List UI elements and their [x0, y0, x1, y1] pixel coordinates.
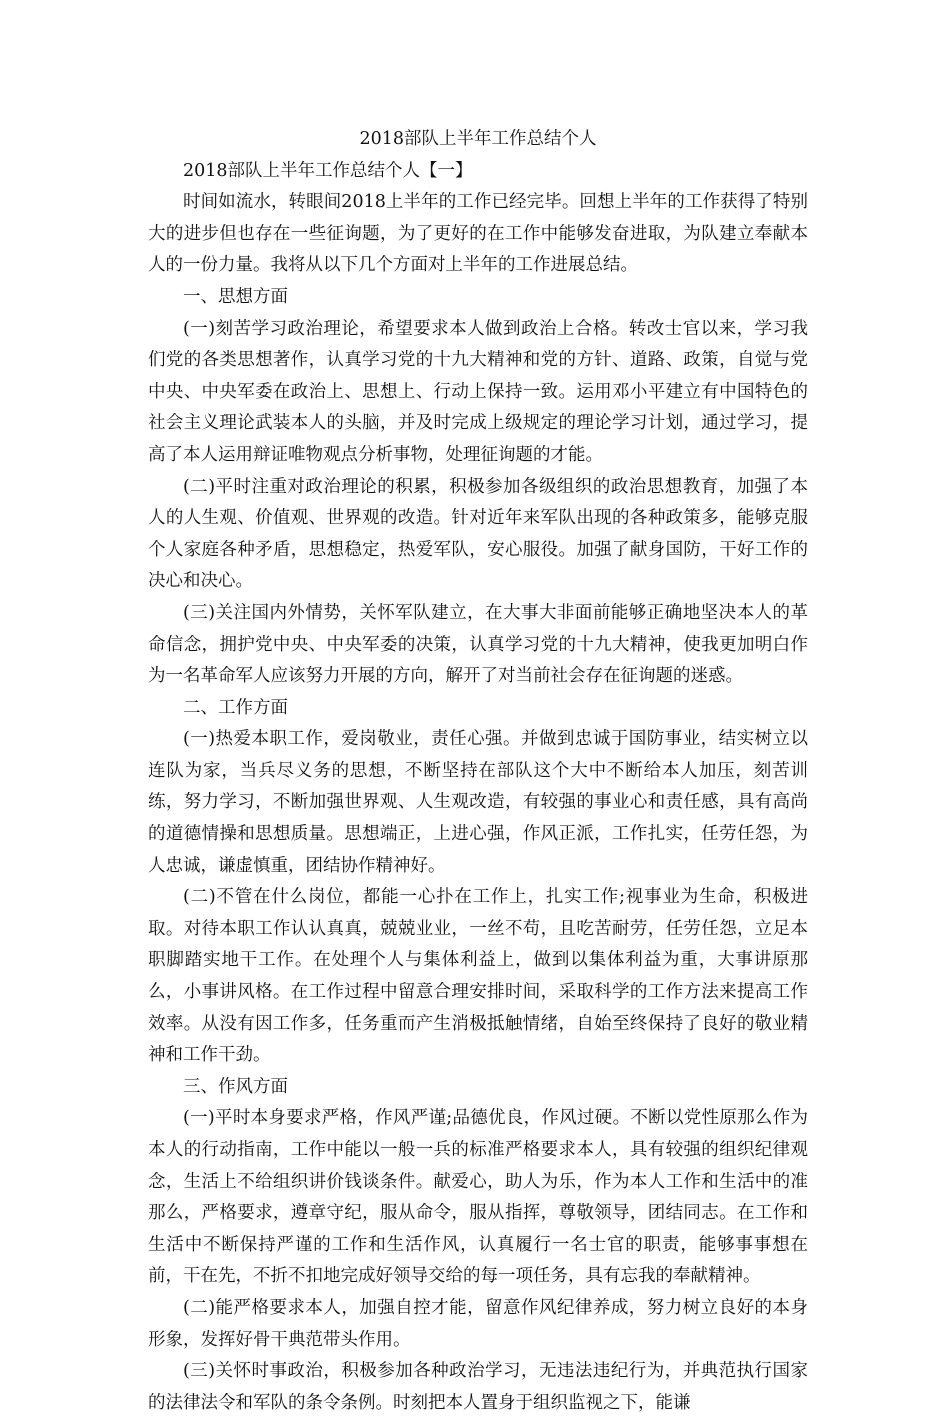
- body-paragraph: (一)平时本身要求严格，作风严谨;品德优良，作风过硬。不断以党性原那么作为本人的行动指南，工作中能以一般一兵的标准严格要求本人，具有较强的组织纪律观念，生活上不给组织讲价钱谈条件。献爱心，助人为乐，作为本人工作和生活中的准那么，严格要求，遵章守纪，服从命令，服从指挥，尊敬领导，团结同志。在工作和生活中不断保持严谨的工作和生活作风，认真履行一名士官的职责，能够事事想在前，干在先，不折不扣地完成好领导交给的每一项任务，具有忘我的奉献精神。: [148, 1108, 808, 1287]
- body-paragraph: (二)能严格要求本人，加强自控才能，留意作风纪律养成，努力树立良好的本身形象，发挥好骨干典范带头作用。: [148, 1297, 808, 1350]
- section-heading-work: 二、工作方面: [183, 697, 288, 718]
- body-paragraph: 时间如流水，转眼间2018上半年的工作已经完毕。回想上半年的工作获得了特别大的进步但也存在一些征询题，为了更好的在工作中能够发奋进取，为队建立奉献本人的一份力量。我将从以下几个方面对上半年的工作进展总结。: [148, 192, 808, 276]
- section-heading-part-one: 2018部队上半年工作总结个人【一】: [183, 160, 473, 181]
- body-paragraph: (三)关注国内外情势，关怀军队建立，在大事大非面前能够正确地坚决本人的革命信念，拥护党中央、中央军委的决策，认真学习党的十九大精神，使我更加明白作为一名革命军人应该努力开展的方向，解开了对当前社会存在征询题的迷惑。: [148, 602, 808, 687]
- document-title: 2018部队上半年工作总结个人: [359, 129, 597, 149]
- section-heading-style: 三、作风方面: [183, 1076, 288, 1097]
- document-page: [148, 124, 808, 1419]
- body-paragraph: (一)刻苦学习政治理论，希望要求本人做到政治上合格。转改士官以来，学习我们党的各类思想著作，认真学习党的十九大精神和党的方针、道路、政策，自觉与党中央、中央军委在政治上、思想上、行动上保持一致。运用邓小平建立有中国特色的社会主义理论武装本人的头脑，并及时完成上级规定的理论学习计划，通过学习，提高了本人运用辩证唯物观点分析事物，处理征询题的才能。: [148, 318, 808, 465]
- body-paragraph: (二)平时注重对政治理论的积累，积极参加各级组织的政治思想教育，加强了本人的人生观、价值观、世界观的改造。针对近年来军队出现的各种政策多，能够克服个人家庭各种矛盾，思想稳定，热爱军队，安心服役。加强了献身国防，干好工作的决心和决心。: [148, 476, 808, 592]
- body-paragraph: (二)不管在什么岗位，都能一心扑在工作上，扎实工作;视事业为生命，积极进取。对待本职工作认认真真，兢兢业业，一丝不苟，且吃苦耐劳，任劳任怨，立足本职脚踏实地干工作。在处理个人与集体利益上，做到以集体利益为重，大事讲原那么，小事讲风格。在工作过程中留意合理安排时间，采取科学的工作方法来提高工作效率。从没有因工作多，任务重而产生消极抵触情绪，自始至终保持了良好的敬业精神和工作干劲。: [148, 887, 808, 1066]
- section-heading-thought: 一、思想方面: [183, 286, 288, 307]
- body-paragraph: (三)关怀时事政治，积极参加各种政治学习，无违法违纪行为，并典范执行国家的法律法令和军队的条令条例。时刻把本人置身于组织监视之下，能谦: [148, 1361, 808, 1413]
- body-paragraph: (一)热爱本职工作，爱岗敬业，责任心强。并做到忠诚于国防事业，结实树立以连队为家，当兵尽义务的思想，不断坚持在部队这个大中不断给本人加压，刻苦训练，努力学习，不断加强世界观、人生观改造，有较强的事业心和责任感，具有高尚的道德情操和思想质量。思想端正，上进心强，作风正派，工作扎实，任劳任怨，为人忠诚，谦虚慎重，团结协作精神好。: [148, 729, 808, 876]
